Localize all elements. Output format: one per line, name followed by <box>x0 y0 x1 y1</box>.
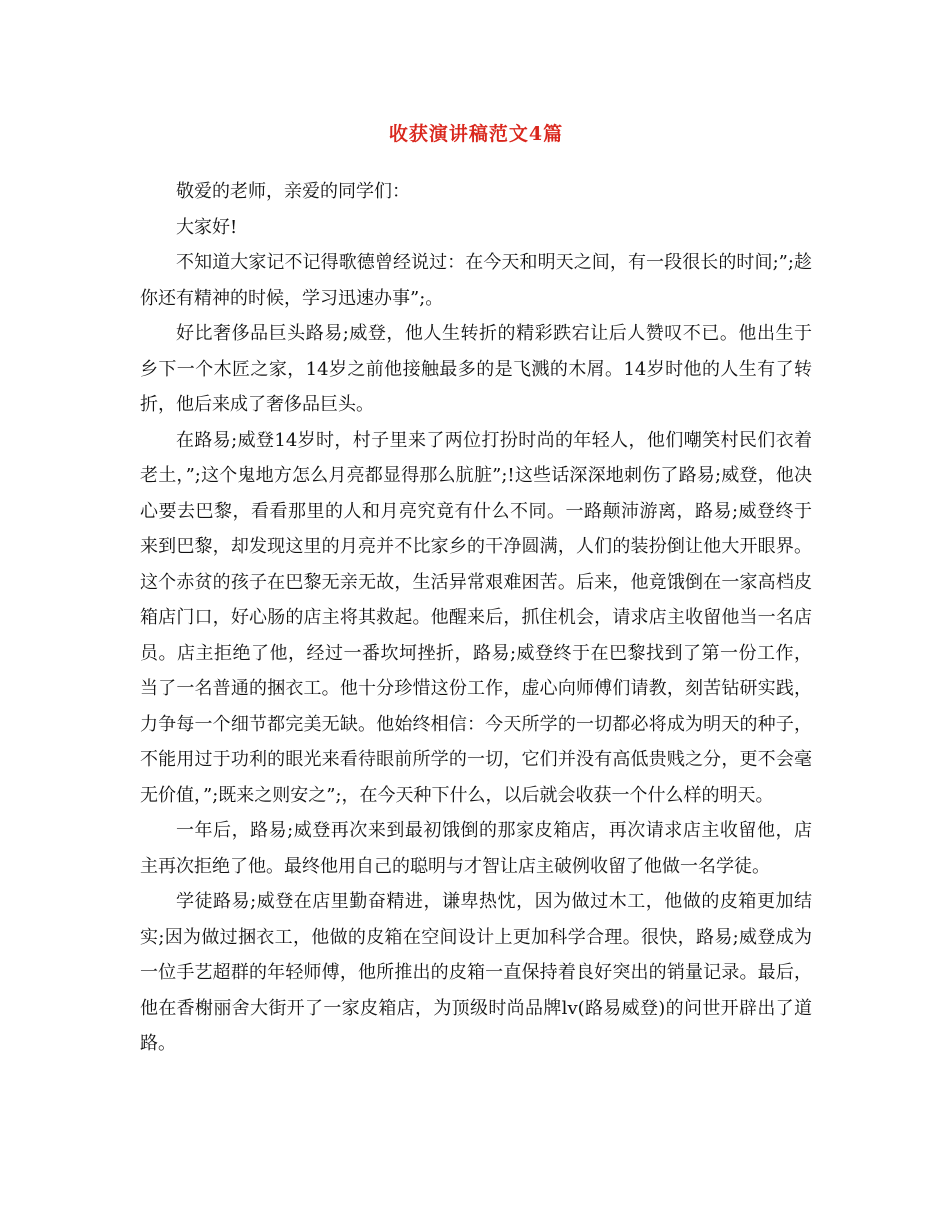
paragraph-apprentice: 学徒路易;威登在店里勤奋精进，谦卑热忱，因为做过木工，他做的皮箱更加结实;因为做过捆衣工，他做的皮箱在空间设计上更加科学合理。很快，路易;威登成为一位手艺超群的年轻师傅，他所推出的皮箱一直保持着良好突出的销量记录。最后，他在香榭丽舍大街开了一家皮箱店，为顶级时尚品牌lv(路易威登)的问世开辟出了道路。 <box>140 891 812 1054</box>
paragraph-salutation: 敬爱的老师，亲爱的同学们： <box>176 181 410 202</box>
paragraph-greeting: 大家好! <box>176 216 238 238</box>
document-body <box>140 174 812 1062</box>
paragraph-story: 在路易;威登14岁时，村子里来了两位打扮时尚的年轻人，他们嘲笑村民们衣着老土，”;这个鬼地方怎么月亮都显得那么肮脏”;!这些话深深地刺伤了路易;威登，他决心要去巴黎，看看那里的人和月亮究竟有什么不同。一路颠沛游离，路易;威登终于来到巴黎，却发现这里的月亮并不比家乡的干净圆满，人们的装扮倒让他大开眼界。这个赤贫的孩子在巴黎无亲无故，生活异常艰难困苦。后来，他竟饿倒在一家高档皮箱店门口，好心肠的店主将其救起。他醒来后，抓住机会，请求店主收留他当一名店员。店主拒绝了他，经过一番坎坷挫折，路易;威登终于在巴黎找到了第一份工作，当了一名普通的捆衣工。他十分珍惜这份工作，虚心向师傅们请教，刻苦钻研实践，力争每一个细节都完美无缺。他始终相信：今天所学的一切都必将成为明天的种子，不能用过于功利的眼光来看待眼前所学的一切，它们并没有高低贵贱之分，更不会毫无价值，”;既来之则安之”;，在今天种下什么，以后就会收获一个什么样的明天。 <box>140 429 812 806</box>
document-title: 收获演讲稿范文4篇 <box>388 123 564 145</box>
paragraph-year-later: 一年后，路易;威登再次来到最初饿倒的那家皮箱店，再次请求店主收留他，店主再次拒绝了他。最终他用自己的聪明与才智让店主破例收留了他做一名学徒。 <box>140 820 812 877</box>
paragraph-intro: 好比奢侈品巨头路易;威登，他人生转折的精彩跌宕让后人赞叹不已。他出生于乡下一个木匠之家，14岁之前他接触最多的是飞溅的木屑。14岁时他的人生有了转折，他后来成了奢侈品巨头。 <box>140 323 812 415</box>
paragraph-quote: 不知道大家记不记得歌德曾经说过：在今天和明天之间，有一段很长的时间;”;趁你还有精神的时候，学习迅速办事”;。 <box>140 252 812 309</box>
document-page <box>140 112 812 1062</box>
